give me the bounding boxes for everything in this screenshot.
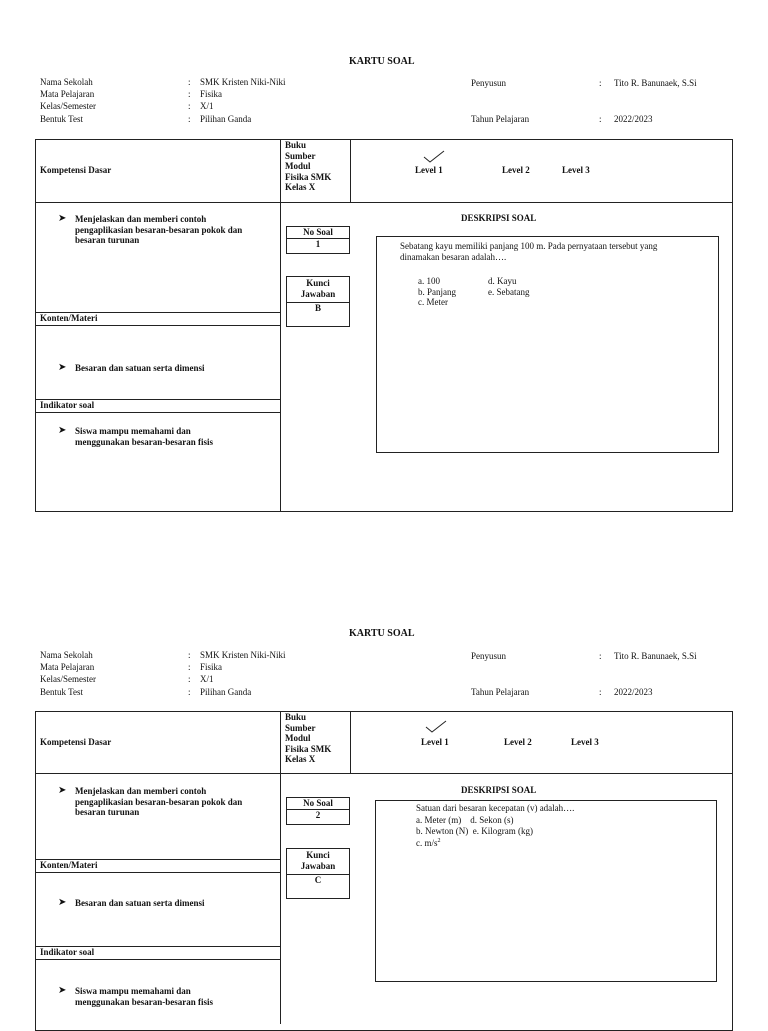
kunci-label: Kunci Jawaban [300,278,336,299]
colon: : [599,687,602,697]
level-1: Level 1 [415,165,443,175]
kunci-value: C [314,875,322,885]
divider [280,711,281,1024]
colon: : [188,89,191,99]
option-d: d. Sekon (s) [470,815,514,825]
options-col-2 [488,276,529,297]
option-b: b. Newton (N) [416,825,469,836]
value-tahun-pelajaran: 2022/2023 [614,114,653,124]
label-tahun-pelajaran: Tahun Pelajaran [471,114,530,124]
option-e: e. Sebatang [488,286,530,297]
card-title: KARTU SOAL [349,56,415,67]
card-title: KARTU SOAL [349,628,415,639]
value-nama-sekolah: SMK Kristen Niki-Niki [200,650,286,660]
checkmark-icon [423,150,445,164]
kompetensi-dasar-text: Menjelaskan dan memberi contoh pengaplikasian besaran-besaran pokok dan besaran turunan [75,786,243,817]
colon: : [188,674,191,684]
deskripsi-label: DESKRIPSI SOAL [461,213,537,223]
option-e: e. Kilogram (kg) [472,825,533,836]
no-soal-value: 1 [315,239,321,249]
option-a: a. 100 [418,276,440,286]
value-nama-sekolah: SMK Kristen Niki-Niki [200,77,286,87]
label-kelas-semester: Kelas/Semester [40,674,96,684]
kunci-label: Kunci Jawaban [300,850,336,871]
divider [35,202,733,203]
value-tahun-pelajaran: 2022/2023 [614,687,653,697]
level-2: Level 2 [504,737,532,747]
value-kelas-semester: X/1 [200,101,214,111]
options [416,815,533,849]
value-penyusun: Tito R. Banunaek, S.Si [614,78,697,88]
no-soal-value: 2 [315,810,321,820]
label-bentuk-test: Bentuk Test [40,114,83,124]
bullet-icon: ➤ [58,897,67,908]
colon: : [599,114,602,124]
colon: : [188,101,191,111]
colon: : [188,687,191,697]
option-b: b. Panjang [418,286,456,297]
divider [350,139,351,202]
question-text: Satuan dari besaran kecepatan (v) adalah…. [416,803,575,813]
label-mata-pelajaran: Mata Pelajaran [40,662,95,672]
divider [35,325,280,326]
bullet-icon: ➤ [58,985,67,996]
konten-label: Konten/Materi [40,313,98,323]
kompetensi-dasar-label: Kompetensi Dasar [40,165,112,175]
label-bentuk-test: Bentuk Test [40,687,83,697]
indikator-label: Indikator soal [40,947,95,957]
indikator-label: Indikator soal [40,400,95,410]
question-text: Sebatang kayu memiliki panjang 100 m. Pada pernyataan tersebut yang dinamakan besaran adalah…. [400,241,658,262]
option-d: d. Kayu [488,276,517,286]
no-soal-label: No Soal [303,227,333,237]
deskripsi-label: DESKRIPSI SOAL [461,785,537,795]
option-a: a. Meter (m) [416,815,462,825]
label-penyusun: Penyusun [471,78,507,88]
indikator-text: Siswa mampu memahami dan menggunakan besaran-besaran fisis [75,986,214,1007]
divider [350,711,351,774]
bullet-icon: ➤ [58,362,67,373]
label-kelas-semester: Kelas/Semester [40,101,96,111]
level-2: Level 2 [502,165,530,175]
colon: : [188,650,191,660]
divider [35,959,280,960]
options-col-1 [418,276,456,308]
bullet-icon: ➤ [58,213,67,224]
value-penyusun: Tito R. Banunaek, S.Si [614,651,697,661]
question-box [376,236,719,453]
kunci-value: B [314,303,321,313]
option-c: c. Meter [418,297,448,307]
divider [35,872,280,873]
buku-sumber: Buku Sumber Modul Fisika SMK Kelas X [285,712,332,764]
colon: : [188,662,191,672]
label-nama-sekolah: Nama Sekolah [40,650,93,660]
kompetensi-dasar-label: Kompetensi Dasar [40,737,112,747]
divider [280,139,281,512]
value-bentuk-test: Pilihan Ganda [200,687,252,697]
option-c: c. $m/s^2$ [416,838,441,848]
divider [35,773,733,774]
colon: : [599,651,602,661]
label-penyusun: Penyusun [471,651,507,661]
konten-text: Besaran dan satuan serta dimensi [75,898,205,908]
value-bentuk-test: Pilihan Ganda [200,114,252,124]
label-tahun-pelajaran: Tahun Pelajaran [471,687,530,697]
kompetensi-dasar-text: Menjelaskan dan memberi contoh pengaplikasian besaran-besaran pokok dan besaran turunan [75,214,243,245]
level-1: Level 1 [421,737,449,747]
label-mata-pelajaran: Mata Pelajaran [40,89,95,99]
colon: : [599,78,602,88]
buku-sumber: Buku Sumber Modul Fisika SMK Kelas X [285,140,332,192]
konten-label: Konten/Materi [40,860,98,870]
label-nama-sekolah: Nama Sekolah [40,77,93,87]
bullet-icon: ➤ [58,425,67,436]
level-3: Level 3 [571,737,599,747]
level-3: Level 3 [562,165,590,175]
checkmark-icon [425,720,447,734]
colon: : [188,114,191,124]
value-mata-pelajaran: Fisika [200,89,223,99]
divider [35,412,280,413]
indikator-text: Siswa mampu memahami dan menggunakan besaran-besaran fisis [75,426,214,447]
no-soal-label: No Soal [303,798,333,808]
bullet-icon: ➤ [58,785,67,796]
konten-text: Besaran dan satuan serta dimensi [75,363,205,373]
value-mata-pelajaran: Fisika [200,662,223,672]
colon: : [188,77,191,87]
value-kelas-semester: X/1 [200,674,214,684]
